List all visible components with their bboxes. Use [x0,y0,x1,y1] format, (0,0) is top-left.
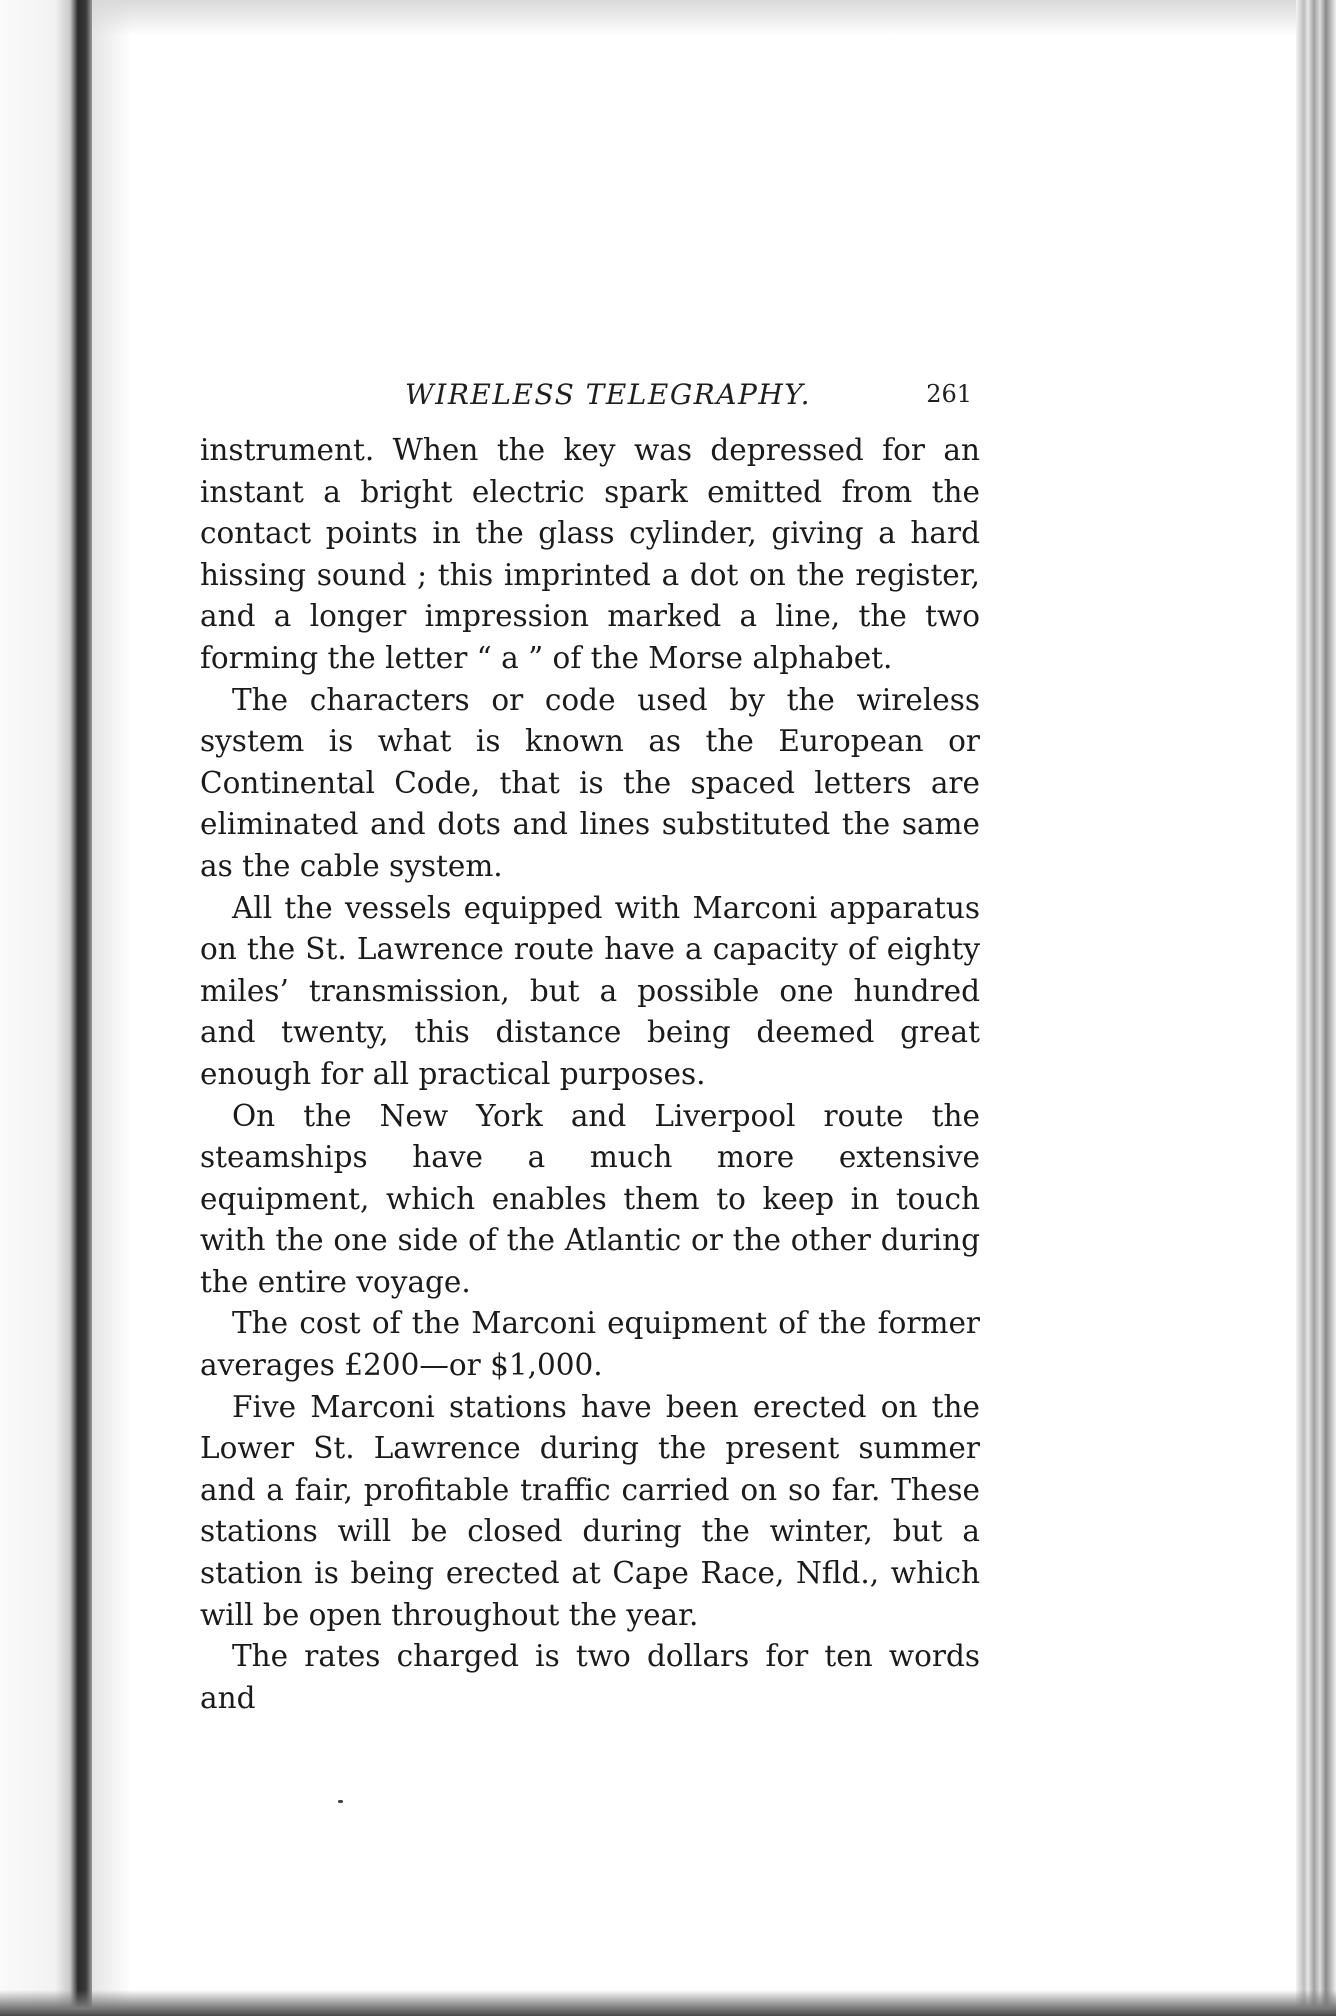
paragraph-2: The characters or code used by the wireless system is what is known as the European or Continental Code, that is the spaced letters are eliminated and dots and lines substituted the same as the cable system. [200,682,980,883]
gutter-shadow [92,0,132,2016]
scan-speck [338,1800,343,1803]
page-stack-edge [1296,0,1336,2016]
page-number: 261 [926,380,972,408]
paragraph-3: All the vessels equipped with Marconi apparatus on the St. Lawrence route have a capacity of eighty miles’ transmission, but a possible one hundred and twenty, this distance being deemed great enough for all practical purposes. [200,890,980,1091]
running-head [200,370,980,430]
paragraph-1: instrument. When the key was depressed for an instant a bright electric spark emitted from the contact points in the glass cylinder, giving a hard hissing sound ; this imprinted a dot on the register, and a longer impression marked a line, the two forming the letter “ a ” of the Morse alphabet. [200,433,980,675]
book-gutter [0,0,92,2016]
paragraph-6: Five Marconi stations have been erected on the Lower St. Lawrence during the present summer and a fair, profitable traffic carried on so far. These stations will be closed during the winter, but a station is being erected at Cape Race, Nfld., which will be open throughout the year. [200,1389,980,1632]
top-edge-shadow [92,0,1296,36]
running-head-title: WIRELESS TELEGRAPHY. [405,378,812,411]
paragraph-5: The cost of the Marconi equipment of the former averages £200—or $1,000. [200,1306,980,1383]
paragraph-7: The rates charged is two dollars for ten words and [200,1639,980,1715]
body-text [200,430,980,1719]
book-page [200,370,980,1719]
bottom-edge-shadow [0,1990,1336,2016]
paragraph-4: On the New York and Liverpool route the steamships have a much more extensive equipment, which enables them to keep in touch with the one side of the Atlantic or the other during the entire voyage. [200,1098,980,1299]
